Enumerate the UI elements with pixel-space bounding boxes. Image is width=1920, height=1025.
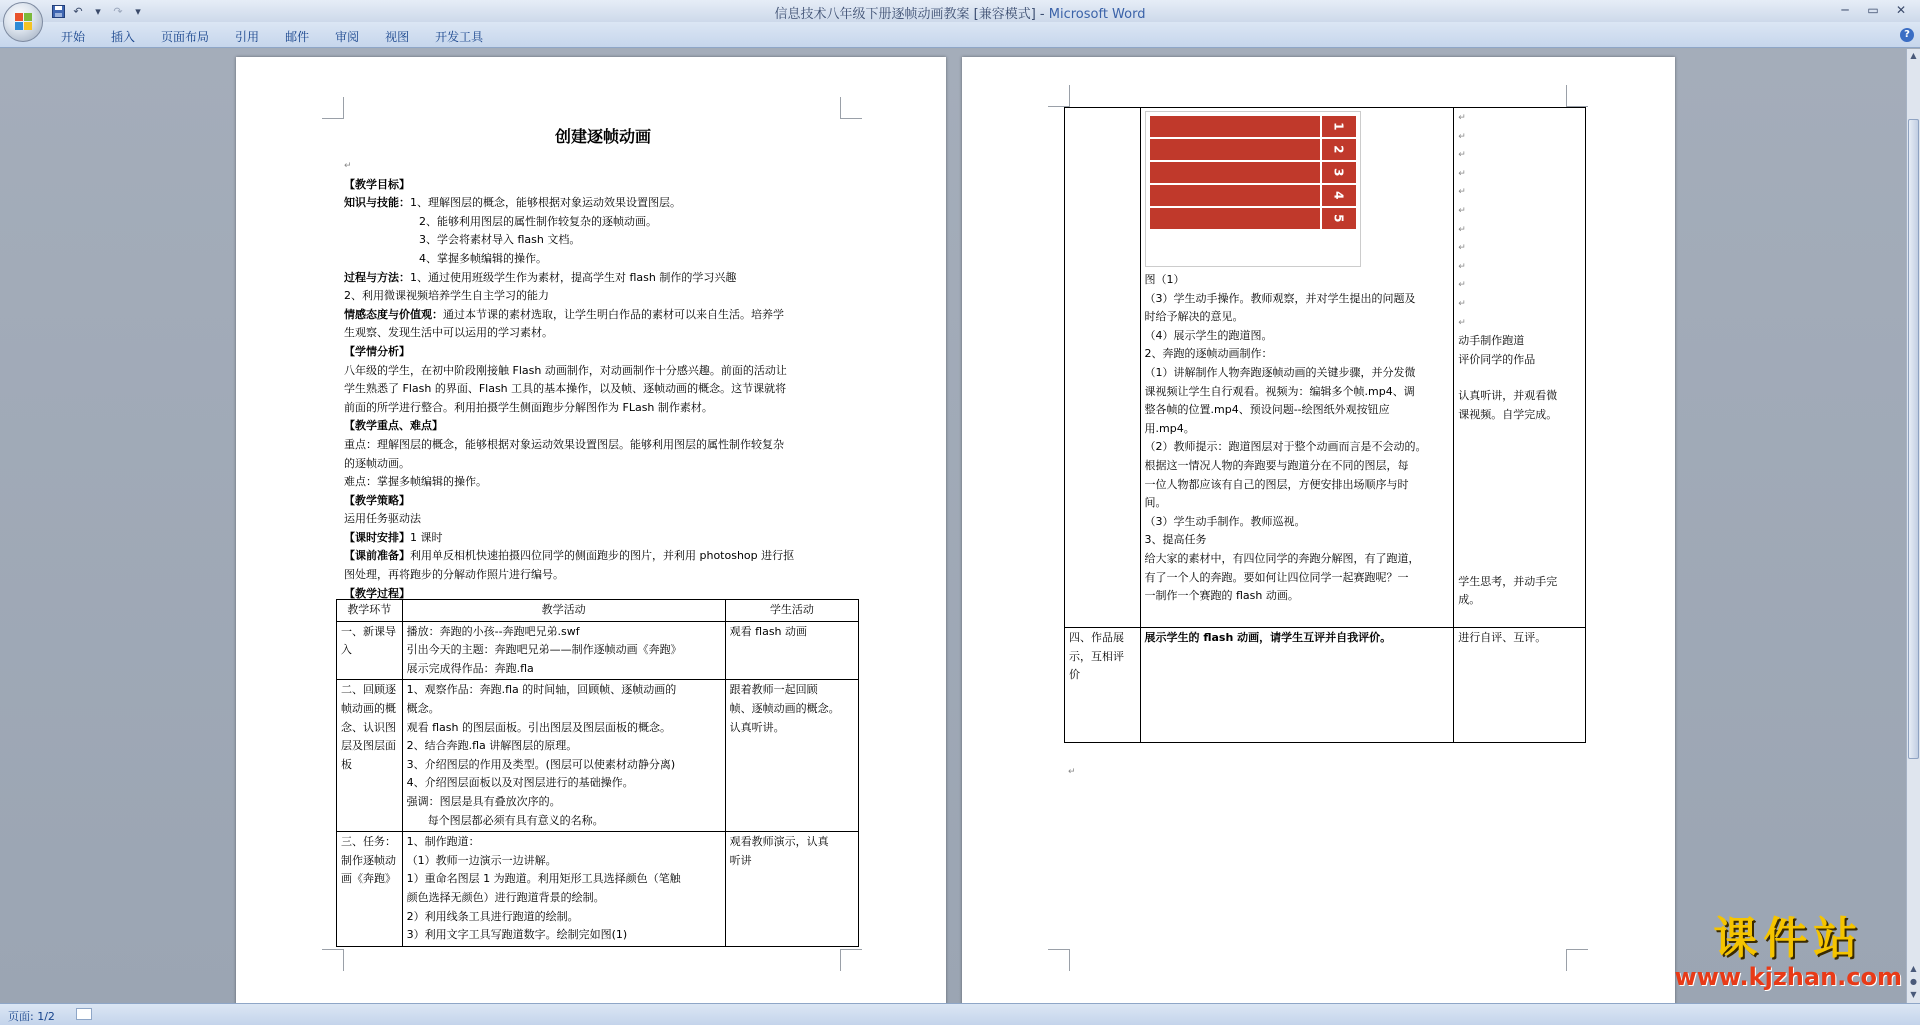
doc-line	[344, 473, 862, 492]
margin-mark	[1048, 949, 1070, 971]
ribbon-tab[interactable]: 审阅	[335, 30, 360, 44]
student-cell	[1454, 108, 1586, 628]
cell-text: 进行自评、互评。	[1458, 631, 1547, 644]
cell-text: （3）学生动手操作。教师观察，并对学生提出的问题及	[1144, 291, 1416, 305]
student-cell	[725, 680, 858, 832]
office-button[interactable]	[3, 2, 43, 42]
cell-text: 时给予解决的意见。	[1144, 310, 1244, 324]
margin-mark	[840, 949, 862, 971]
doc-line	[344, 194, 862, 213]
line-text: 利用单反相机快速拍摄四位同学的侧面跑步的图片，并利用 photoshop 进行抠	[410, 549, 795, 563]
ribbon-tab[interactable]: 插入	[111, 30, 136, 44]
line-text: 前面的所学进行整合。利用拍摄学生侧面跑步分解图作为 FLash 制作素材。	[344, 400, 713, 414]
cell-text: （1）教师一边演示一边讲解。	[406, 853, 557, 867]
lane-number-text: 4	[1331, 191, 1346, 200]
cell-text: 观看 flash 的图层面板。引出图层及图层面板的概念。	[406, 720, 671, 734]
cell-text: 帧、逐帧动画的概念。	[729, 701, 840, 715]
scroll-up-icon[interactable]: ▲	[1910, 51, 1917, 60]
cell-text: 间。	[1144, 496, 1167, 510]
doc-line	[344, 492, 862, 511]
lesson-table-part2	[1064, 107, 1586, 743]
cell-text: 一制作一个赛跑的 flash 动画。	[1144, 589, 1299, 603]
cell-text: 入	[341, 643, 352, 657]
table-row	[1065, 628, 1586, 743]
line-text: 图处理，再将跑步的分解动作照片进行编号。	[344, 568, 564, 582]
margin-mark	[1566, 85, 1588, 107]
line-text: 八年级的学生，在初中阶段刚接触 Flash 动画制作，对动画制作十分感兴趣。前面的活动让	[344, 363, 787, 377]
watermark	[1675, 915, 1902, 991]
cell-text: 成。	[1458, 593, 1481, 607]
doc-line	[344, 176, 862, 195]
watermark-url: www.kjzhan.com	[1674, 963, 1902, 991]
paragraph-mark: ↵	[344, 161, 352, 171]
margin-mark	[1048, 85, 1070, 107]
cell-text: 一位人物都应该有自己的图层，方便安排出场顺序与时	[1144, 477, 1409, 491]
cell-text: 课视频让学生自行观看。视频为：编辑多个帧.mp4、调	[1144, 384, 1415, 398]
cell-text: 动手制作跑道	[1458, 334, 1525, 348]
ribbon-tab[interactable]: 开发工具	[435, 30, 484, 44]
cell-text: 1）重命名图层 1 为跑道。利用矩形工具选择颜色（笔触	[406, 872, 681, 886]
doc-line	[344, 566, 862, 585]
close-button[interactable]: ✕	[1895, 3, 1907, 17]
cell-text: 板	[341, 757, 352, 771]
line-text: 难点：掌握多帧编辑的操作。	[344, 475, 487, 489]
proofing-icon[interactable]	[76, 1008, 92, 1020]
doc-line	[344, 510, 862, 529]
doc-line	[344, 380, 862, 399]
cell-text: 学生思考，并动手完	[1458, 574, 1558, 588]
lane-number	[1320, 162, 1356, 183]
line-text: 通过本节课的素材选取，让学生明白作品的素材可以来自生活。培养学	[443, 307, 784, 321]
ribbon-tab[interactable]: 页面布局	[161, 30, 210, 44]
cell-text: 播放：奔跑的小孩--奔跑吧兄弟.swf	[406, 624, 580, 638]
margin-mark	[322, 97, 344, 119]
doc-line	[344, 324, 862, 343]
section-label: 【教学目标】	[344, 177, 410, 191]
paragraph-mark: ↵	[1068, 767, 1076, 777]
doc-line	[344, 547, 862, 566]
student-cell	[725, 832, 858, 947]
ribbon-tab[interactable]: 开始	[61, 30, 86, 44]
dropdown-arrow-icon[interactable]: ▾	[95, 4, 101, 18]
cell-text: 评价同学的作品	[1458, 352, 1536, 366]
line-text: 生观察、发现生活中可以运用的学习素材。	[344, 326, 553, 340]
prev-page-icon[interactable]: ▲	[1910, 964, 1917, 973]
table-header: 教学环节	[337, 600, 403, 622]
lesson-table-part1	[336, 599, 859, 947]
line-text: 的逐帧动画。	[344, 456, 410, 470]
doc-line	[344, 231, 862, 250]
doc-line	[344, 213, 862, 232]
document-title: 创建逐帧动画	[554, 127, 651, 146]
track-lane	[1150, 208, 1356, 229]
student-cell	[725, 621, 858, 680]
cell-text: 概念。	[406, 701, 440, 715]
section-label: 过程与方法：	[344, 270, 410, 284]
line-text: 4、掌握多帧编辑的操作。	[419, 251, 547, 265]
track-lane	[1150, 116, 1356, 137]
lane-number-text: 3	[1331, 168, 1346, 177]
cell-text: 课视频。自学完成。	[1458, 407, 1558, 421]
document-page-1[interactable]	[236, 57, 946, 1003]
cell-text: 画《奔跑》	[341, 872, 396, 886]
cell-text: 价	[1069, 668, 1080, 682]
cell-text: 3）利用文字工具写跑道数字。绘制完如图(1)	[406, 928, 628, 942]
line-text: 1、通过使用班级学生作为素材，提高学生对 flash 制作的学习兴趣	[410, 270, 737, 284]
vertical-scrollbar[interactable]	[1906, 49, 1920, 1003]
stage-cell	[1065, 108, 1141, 628]
track-lane	[1150, 185, 1356, 206]
document-page-2[interactable]	[962, 57, 1675, 1003]
section-label: 【学情分析】	[344, 344, 410, 358]
title-bar	[0, 0, 1920, 22]
student-cell	[1454, 628, 1586, 743]
stage-cell	[1065, 628, 1141, 743]
next-page-icon[interactable]: ▼	[1910, 990, 1917, 999]
table-row	[337, 680, 859, 832]
table-row	[337, 832, 859, 947]
cell-text: （2）教师提示：跑道图层对于整个动画而言是不会动的。	[1144, 440, 1427, 454]
cell-text: 给大家的素材中，有四位同学的奔跑分解图，有了跑道，	[1144, 551, 1420, 565]
margin-mark	[1566, 949, 1588, 971]
lane-number	[1320, 208, 1356, 229]
ribbon-tab[interactable]: 视图	[385, 30, 410, 44]
cell-text: 强调：图层是具有叠放次序的。	[406, 794, 561, 808]
cell-text: （4）展示学生的跑道图。	[1144, 328, 1273, 342]
cell-text: 认真听讲。	[729, 720, 785, 734]
cell-text: 整各帧的位置.mp4、预设问题--绘图纸外观按钮应	[1144, 403, 1390, 417]
cell-text: 2）利用线条工具进行跑道的绘制。	[406, 909, 579, 923]
section-label: 【教学重点、难点】	[344, 419, 443, 433]
cell-text: 图（1）	[1144, 273, 1185, 286]
lane-number-text: 2	[1331, 145, 1346, 154]
cell-text: 观看 flash 动画	[729, 624, 808, 638]
paragraph-marks: ↵ ↵ ↵ ↵ ↵ ↵ ↵ ↵ ↵ ↵ ↵ ↵	[1458, 113, 1466, 328]
table-header-row	[337, 600, 859, 622]
customize-toolbar-icon[interactable]: ▾	[135, 4, 141, 18]
line-text: 重点：理解图层的概念，能够根据对象运动效果设置图层。能够利用图层的属性制作较复杂	[344, 437, 784, 451]
table-row	[1065, 108, 1586, 628]
cell-text: 四、作品展	[1069, 631, 1124, 644]
doc-line	[344, 287, 862, 306]
scroll-thumb[interactable]	[1908, 119, 1919, 759]
cell-text: 有了一个人的奔跑。要如何让四位同学一起赛跑呢？一	[1144, 570, 1409, 584]
office-logo-icon	[15, 13, 33, 31]
activity-cell	[402, 621, 725, 680]
stage-cell	[337, 680, 403, 832]
activity-cell	[1140, 108, 1454, 628]
help-icon[interactable]: ?	[1900, 28, 1914, 42]
page1-body	[344, 125, 862, 603]
cell-text: 4、介绍图层面板以及对图层进行的基础操作。	[406, 776, 634, 790]
section-label: 【课前准备】	[344, 549, 410, 563]
doc-line	[344, 269, 862, 288]
cell-text: 三、任务：	[341, 835, 396, 849]
undo-icon[interactable]: ↶	[73, 4, 83, 18]
section-label: 情感态度与价值观：	[344, 307, 443, 321]
cell-text: 3、介绍图层的作用及类型。(图层可以使素材动静分离)	[406, 757, 676, 771]
maximize-button[interactable]: ▭	[1867, 3, 1879, 17]
window-title	[0, 3, 1920, 22]
doc-line	[344, 343, 862, 362]
cell-text: 一、新课导	[341, 624, 396, 638]
cell-text: 2、结合奔跑.fla 讲解图层的原理。	[406, 739, 578, 753]
redo-icon[interactable]: ↷	[113, 4, 123, 18]
app-name: Microsoft Word	[1048, 7, 1146, 22]
stage-cell	[337, 832, 403, 947]
section-label: 【教学策略】	[344, 493, 410, 507]
running-track-figure	[1145, 111, 1361, 267]
doc-line	[344, 417, 862, 436]
cell-text: （1）讲解制作人物奔跑逐帧动画的关键步骤，并分发微	[1144, 365, 1416, 379]
section-label: 【课时安排】	[344, 530, 410, 544]
ribbon-tab[interactable]: 引用	[235, 30, 260, 44]
cell-text: 念、认识图	[341, 720, 396, 734]
doc-line	[344, 306, 862, 325]
page-indicator[interactable]: 页面: 1/2	[8, 1010, 55, 1023]
line-text: 1 课时	[410, 530, 443, 544]
cell-text: 展示学生的 flash 动画，请学生互评并自我评价。	[1144, 631, 1392, 644]
document-name: 信息技术八年级下册逐帧动画教案 [兼容模式] -	[774, 7, 1049, 22]
browse-object-icon[interactable]: ●	[1910, 977, 1917, 986]
line-text: 2、利用微课视频培养学生自主学习的能力	[344, 289, 549, 303]
doc-line	[344, 362, 862, 381]
cell-text: 3、提高任务	[1144, 533, 1207, 547]
minimize-button[interactable]: ─	[1841, 3, 1849, 17]
lane-number	[1320, 116, 1356, 137]
cell-text: 观看教师演示，认真	[729, 835, 829, 849]
cell-text: 1、观察作品：奔跑.fla 的时间轴，回顾帧、逐帧动画的	[406, 683, 677, 697]
document-workspace[interactable]	[0, 49, 1906, 1003]
cell-text: 制作逐帧动	[341, 853, 396, 867]
line-text: 1、理解图层的概念，能够根据对象运动效果设置图层。	[410, 196, 681, 210]
cell-text: 1、制作跑道：	[406, 835, 480, 849]
cell-text: 每个图层都必须有具有意义的名称。	[406, 813, 604, 827]
line-text: 学生熟悉了 Flash 的界面、Flash 工具的基本操作，以及帧、逐帧动画的概念。这节课就将	[344, 382, 787, 396]
status-bar	[0, 1003, 1920, 1025]
cell-text: 用.mp4。	[1144, 421, 1195, 435]
lane-number	[1320, 185, 1356, 206]
track-lane	[1150, 162, 1356, 183]
table-row	[337, 621, 859, 680]
line-text: 2、能够利用图层的属性制作较复杂的逐帧动画。	[419, 214, 657, 228]
stage-cell	[337, 621, 403, 680]
activity-cell	[1140, 628, 1454, 743]
lane-number-text: 1	[1331, 122, 1346, 131]
cell-text: 示，互相评	[1069, 649, 1124, 663]
line-text: 3、学会将素材导入 flash 文档。	[419, 233, 581, 247]
doc-line	[344, 399, 862, 418]
table-header: 学生活动	[725, 600, 858, 622]
lane-number	[1320, 139, 1356, 160]
doc-line	[344, 436, 862, 455]
cell-text: 展示完成得作品：奔跑.fla	[406, 661, 534, 675]
track-lane	[1150, 139, 1356, 160]
activity-cell	[402, 680, 725, 832]
doc-line	[344, 529, 862, 548]
lane-number-text: 5	[1331, 214, 1346, 223]
ribbon-tab-bar	[0, 22, 1920, 48]
cell-text: 颜色选择无颜色）进行跑道背景的绘制。	[406, 890, 605, 904]
cell-text: 听讲	[729, 853, 752, 867]
cell-text: 根据这一情况人物的奔跑要与跑道分在不同的图层，每	[1144, 458, 1409, 472]
cell-text: 跟着教师一起回顾	[729, 683, 818, 697]
cell-text: 认真听讲，并观看微	[1458, 389, 1558, 403]
activity-cell	[402, 832, 725, 947]
section-label: 【教学过程】	[344, 586, 410, 600]
cell-text: 层及图层面	[341, 739, 396, 753]
table-header: 教学活动	[402, 600, 725, 622]
cell-text: 引出今天的主题：奔跑吧兄弟——制作逐帧动画《奔跑》	[406, 643, 682, 657]
cell-text: （3）学生动手制作。教师巡视。	[1144, 514, 1306, 528]
section-label: 知识与技能：	[344, 196, 410, 210]
cell-text: 二、回顾逐	[341, 683, 396, 697]
watermark-text: 课件站	[1713, 913, 1864, 964]
cell-text: 2、奔跑的逐帧动画制作：	[1144, 347, 1273, 361]
doc-line	[344, 250, 862, 269]
margin-mark	[840, 97, 862, 119]
ribbon-tab[interactable]: 邮件	[285, 30, 310, 44]
doc-line	[344, 455, 862, 474]
cell-text: 帧动画的概	[341, 701, 396, 715]
margin-mark	[322, 949, 344, 971]
line-text: 运用任务驱动法	[344, 512, 421, 526]
